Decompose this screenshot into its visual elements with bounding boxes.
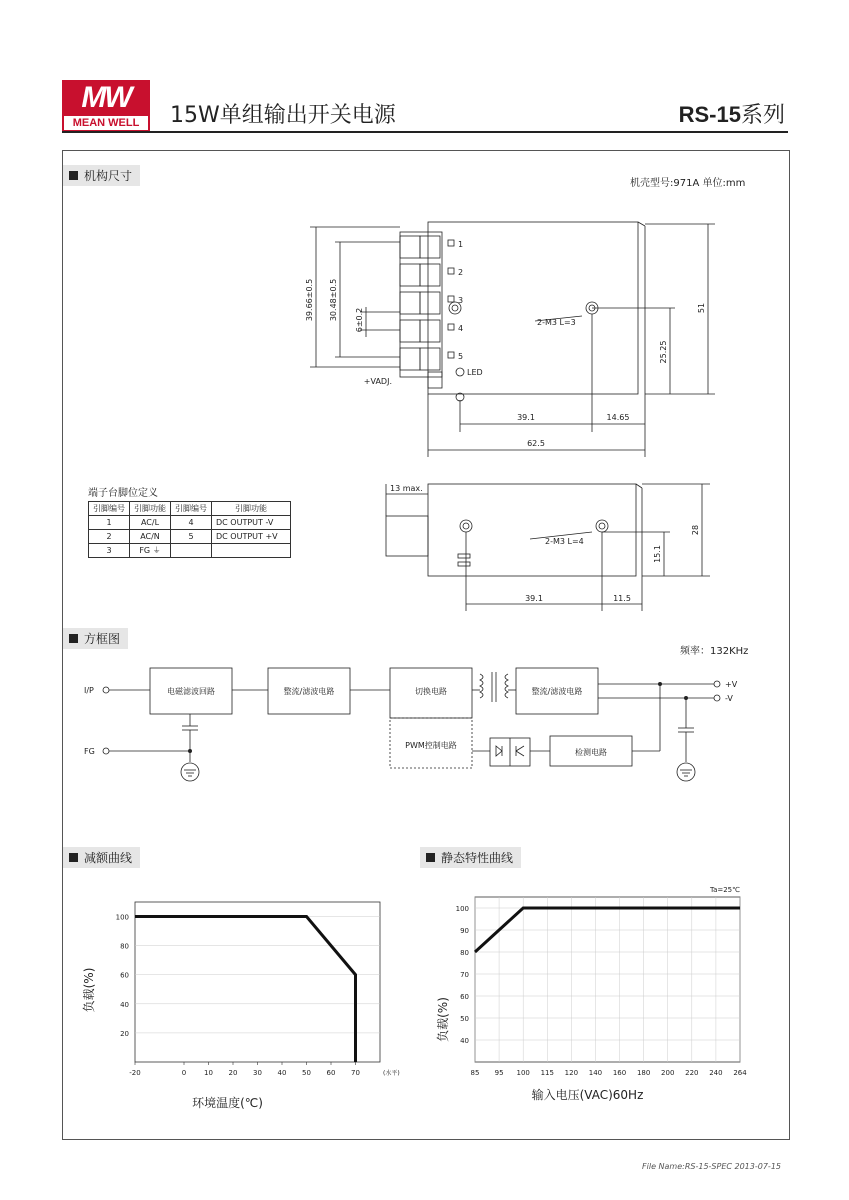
pin-label: 2 [458, 268, 464, 277]
case-note: 机壳型号:971A 单位:mm [630, 178, 746, 189]
y-axis-label: 负载(%) [436, 997, 450, 1042]
y-tick-label: 80 [120, 942, 129, 951]
section-static: 静态特性曲线 [420, 847, 521, 868]
x-tick-label: 100 [516, 1069, 530, 1077]
emi-block-label: 电磁滤波回路 [167, 687, 215, 696]
dim-label: 62.5 [527, 439, 545, 448]
dim-label: 39.1 [525, 594, 543, 603]
y-tick-label: 90 [460, 927, 469, 935]
dim-label: 39.66±0.5 [305, 278, 314, 322]
section-block-diagram: 方框图 [63, 628, 128, 649]
logo-mark: MW [81, 81, 131, 114]
section-derating: 减额曲线 [63, 847, 140, 868]
output-rectifier-block-label: 整流/滤波电路 [531, 687, 583, 696]
mount-label: 2-M3 L=4 [545, 537, 584, 546]
side-view-drawing [380, 476, 720, 616]
table-row: 3 FG ⏚ [89, 544, 291, 558]
y-tick-label: 40 [460, 1037, 469, 1045]
x-tick-label: 10 [204, 1069, 213, 1077]
page-title: 15W单组输出开关电源 [170, 103, 396, 128]
x-tick-label: 240 [709, 1069, 723, 1077]
terminal-title: 端子台脚位定义 [88, 488, 158, 499]
dim-label: 14.65 [606, 413, 630, 422]
temperature-annotation: Ta=25℃ [709, 886, 740, 894]
plot-frame [135, 902, 380, 1062]
series-code: RS-15 [678, 102, 741, 127]
x-tick-label: -20 [129, 1069, 141, 1077]
frequency-note: 频率：132KHz [680, 646, 749, 657]
table-row: 2 AC/N 5 DC OUTPUT +V [89, 530, 291, 544]
pin-label: 5 [458, 352, 464, 361]
x-tick-label: 70 [351, 1069, 360, 1077]
fg-label: FG [84, 747, 95, 756]
mount-label: 2-M3 L=3 [537, 318, 576, 327]
pin-label: 3 [458, 296, 464, 305]
x-tick-label: 120 [564, 1069, 579, 1077]
x-tick-label: 140 [588, 1069, 603, 1077]
plot-frame [475, 897, 740, 1062]
x-tick-label: 0 [181, 1069, 187, 1077]
vadj-label: +VADJ. [363, 377, 392, 386]
block-diagram [70, 660, 770, 790]
y-tick-label: 40 [120, 1000, 129, 1009]
dim-label: 11.5 [613, 594, 631, 603]
y-tick-label: 20 [120, 1029, 129, 1038]
x-axis-label: 环境温度(℃) [192, 1096, 263, 1110]
x-tick-label: 50 [302, 1069, 311, 1077]
x-tick-label: 30 [253, 1069, 262, 1077]
dim-label: 13 max. [390, 484, 423, 493]
series-title [679, 98, 785, 129]
dim-label: 30.48±0.5 [329, 278, 338, 322]
dim-label: 39.1 [517, 413, 535, 422]
switch-block-label: 切换电路 [415, 687, 447, 696]
dim-label: 15.1 [653, 545, 662, 563]
front-view-drawing [290, 212, 730, 462]
table-header-row: 引脚编号 引脚功能 引脚编号 引脚功能 [89, 502, 291, 516]
header-rule [62, 131, 788, 133]
y-axis-label: 负载(%) [82, 967, 96, 1013]
y-tick-label: 50 [460, 1015, 469, 1023]
meanwell-logo [62, 80, 150, 132]
derating-chart [70, 890, 415, 1120]
pin-label: 4 [458, 324, 464, 333]
x-tick-label: 220 [685, 1069, 699, 1077]
section-bullet-icon [426, 853, 435, 862]
terminal-table [88, 501, 291, 558]
y-tick-label: 80 [460, 949, 469, 957]
x-axis-label: 输入电压(VAC)60Hz [531, 1088, 644, 1102]
y-tick-label: 100 [455, 905, 469, 913]
logo-text: MEAN WELL [64, 116, 148, 130]
table-row: 1 AC/L 4 DC OUTPUT -V [89, 516, 291, 530]
section-bullet-icon [69, 634, 78, 643]
dim-label: 25.25 [659, 340, 668, 364]
rectifier-block-label: 整流/滤波电路 [283, 687, 335, 696]
y-tick-label: 70 [460, 971, 469, 979]
section-bullet-icon [69, 171, 78, 180]
plus-v-label: +V [725, 680, 738, 689]
x-tick-label: 40 [277, 1069, 287, 1077]
dim-label: 6±0.2 [355, 307, 364, 333]
dim-label: 28 [691, 524, 700, 536]
footer-filename: File Name:RS-15-SPEC 2013-07-15 [642, 1162, 781, 1171]
x-tick-label: 20 [228, 1069, 238, 1077]
y-tick-label: 100 [115, 913, 129, 922]
x-tick-label: 200 [661, 1069, 675, 1077]
x-tick-label: 264 [733, 1069, 747, 1077]
led-label: LED [467, 368, 483, 377]
x-tick-label: 60 [326, 1069, 336, 1077]
y-tick-label: 60 [120, 971, 129, 980]
x-unit-note: (水平) [383, 1070, 400, 1077]
section-bullet-icon [69, 853, 78, 862]
x-tick-label: 85 [470, 1069, 480, 1077]
minus-v-label: -V [725, 694, 733, 703]
dim-label: 51 [697, 302, 706, 314]
y-tick-label: 60 [460, 993, 469, 1001]
detect-block-label: 检测电路 [575, 748, 607, 757]
x-tick-label: 115 [540, 1069, 554, 1077]
x-tick-label: 160 [612, 1069, 627, 1077]
series-suffix: 系列 [740, 103, 785, 128]
x-tick-label: 180 [636, 1069, 651, 1077]
ip-label: I/P [84, 686, 94, 695]
x-tick-label: 95 [494, 1069, 504, 1077]
section-mechanical: 机构尺寸 [63, 165, 140, 186]
pin-label: 1 [458, 240, 464, 249]
derating-line [135, 917, 356, 1062]
pwm-block-label: PWM控制电路 [405, 741, 457, 750]
static-chart [430, 880, 760, 1120]
